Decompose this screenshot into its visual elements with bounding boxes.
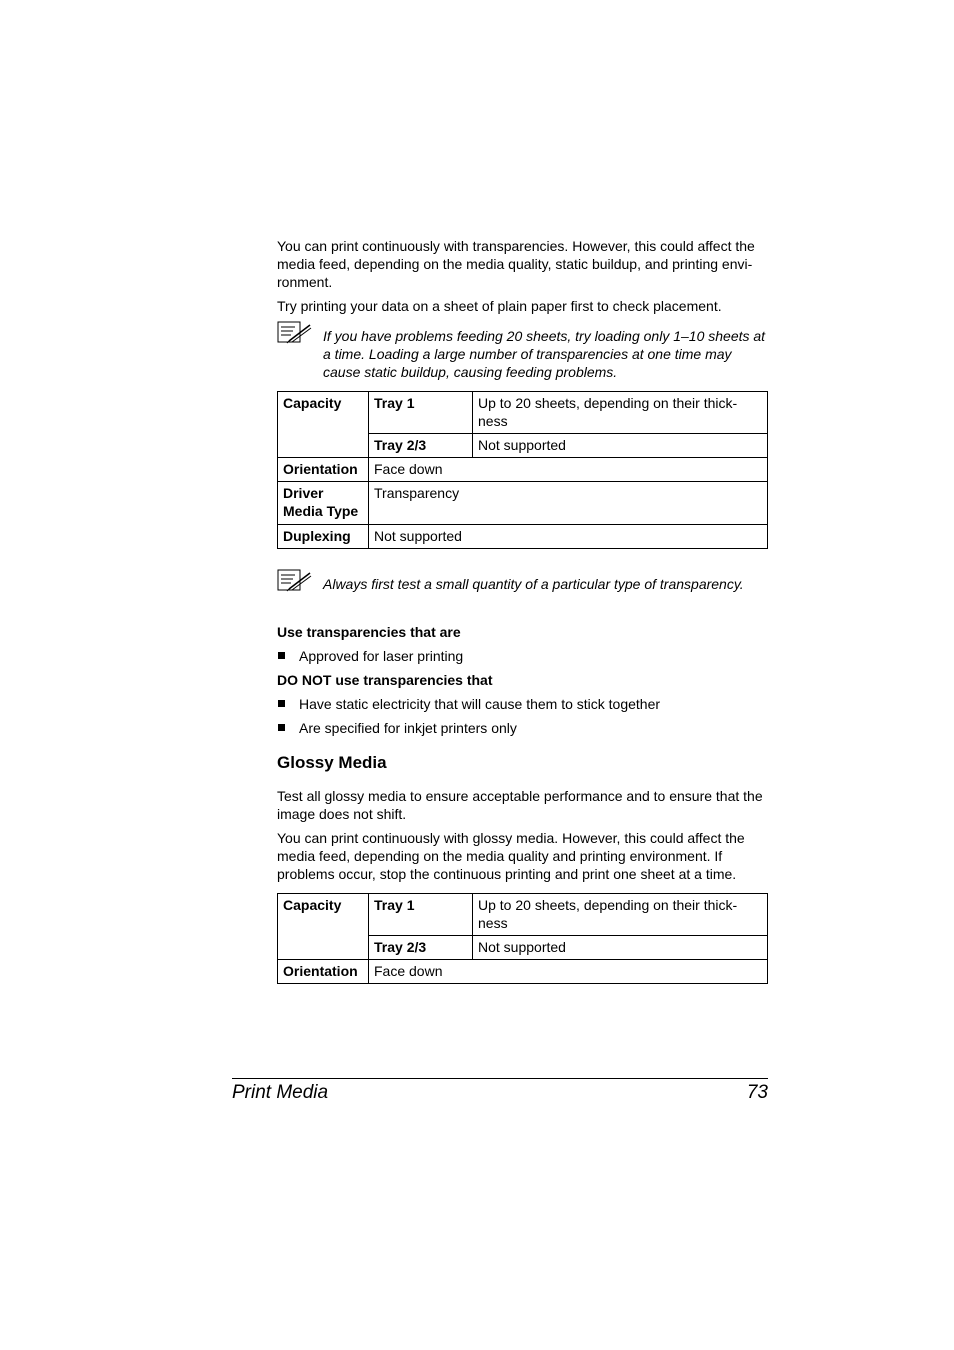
tray23-value: Not supported [473,434,768,458]
orientation-label: Orientation [278,458,369,482]
driver-label-line-1: Driver [283,485,324,501]
do-not-use-list [277,695,768,737]
note-2-text: Always first test a small quantity of a particular type of transparency. [323,576,744,592]
glossy-paragraph-2: You can print continuously with glossy media. However, this could affect the media feed, depending on the media quality and printing environment. If problems occur, stop the continuous printing and print one sheet at a time. [277,830,745,882]
list-item: Are specified for inkjet printers only [277,719,768,737]
note-2 [277,575,768,593]
intro-paragraph-2: Try printing your data on a sheet of plain paper first to check placement. [277,298,722,314]
page-footer [232,1078,768,1103]
use-heading: Use transparencies that are [277,624,461,640]
list-item: Have static electricity that will cause them to stick together [277,695,768,713]
note-pencil-icon [277,569,313,595]
do-not-use-heading: DO NOT use transparencies that [277,672,493,688]
capacity-label: Capacity [278,392,369,458]
glossy-spec-table [277,893,768,984]
orientation-value: Face down [369,458,768,482]
driver-media-type-value: Transparency [369,482,768,525]
note-pencil-icon [277,321,313,347]
tray23-value: Not supported [473,936,768,960]
duplexing-label: Duplexing [278,525,369,549]
footer-section-title: Print Media [232,1082,329,1103]
section-title-glossy-media: Glossy Media [277,753,387,772]
tray1-label: Tray 1 [369,894,473,936]
orientation-value: Face down [369,960,768,984]
tray1-value: Up to 20 sheets, depending on their thick-ness [473,392,768,434]
driver-media-type-label [278,482,369,525]
orientation-label: Orientation [278,960,369,984]
square-bullet-icon [278,724,285,731]
square-bullet-icon [278,700,285,707]
intro-paragraph-1: You can print continuously with transparencies. However, this could affect the media feed, depending on the media quality, static buildup, and printing envi-ronment. [277,238,755,290]
note-1-text: If you have problems feeding 20 sheets, try loading only 1–10 sheets at a time. Loading a large number of transparencies at one time may cause static buildup, causing feeding problems. [323,328,766,380]
use-list [277,647,768,665]
note-1 [277,327,768,381]
transparency-spec-table [277,391,768,549]
driver-label-line-2: Media Type [283,503,359,519]
square-bullet-icon [278,652,285,659]
tray1-label: Tray 1 [369,392,473,434]
tray23-label: Tray 2/3 [369,434,473,458]
page-content [277,237,768,984]
tray23-label: Tray 2/3 [369,936,473,960]
glossy-paragraph-1: Test all glossy media to ensure acceptable performance and to ensure that the image does not shift. [277,788,763,822]
list-item: Approved for laser printing [277,647,768,665]
duplexing-value: Not supported [369,525,768,549]
page-number: 73 [746,1082,768,1103]
tray1-value: Up to 20 sheets, depending on their thick-ness [473,894,768,936]
capacity-label: Capacity [278,894,369,960]
